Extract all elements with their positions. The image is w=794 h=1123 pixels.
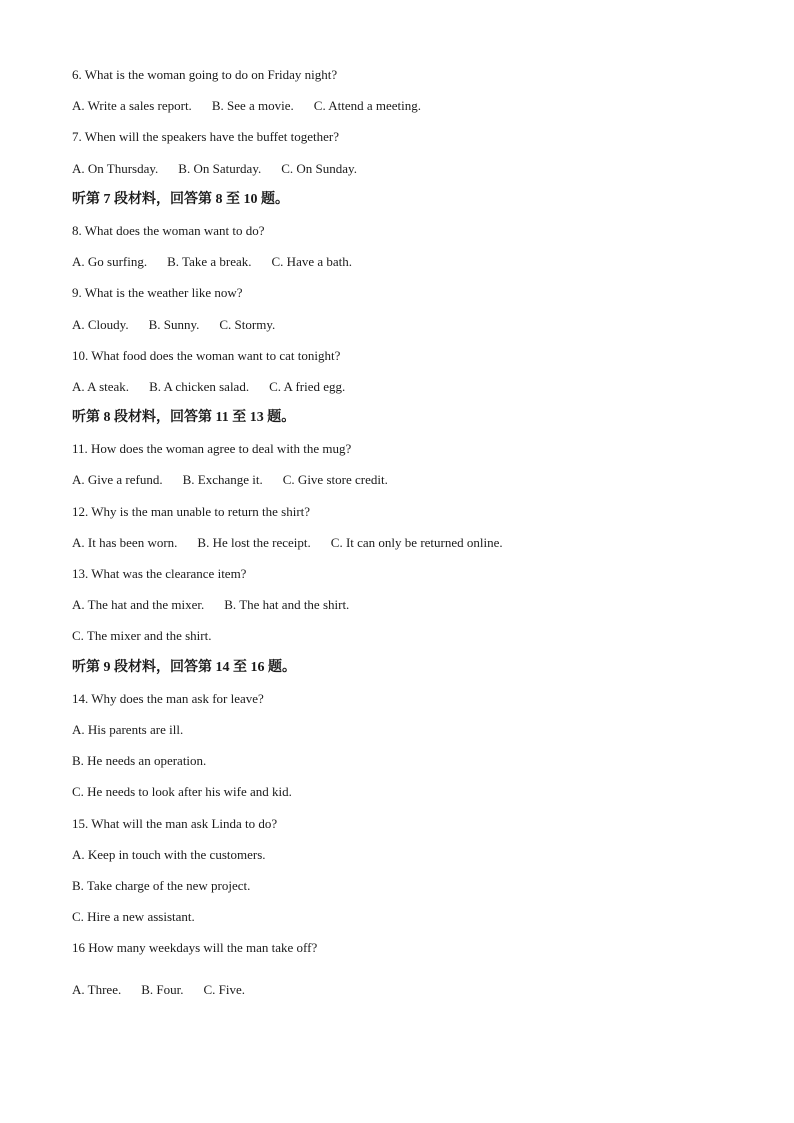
answer-option: A. Cloudy.	[72, 316, 129, 332]
answer-option: A. Go surfing.	[72, 254, 148, 270]
answer-option: A. It has been worn.	[72, 534, 178, 550]
section-heading: 听第 9 段材料，回答第 14 至 16 题。	[72, 659, 296, 675]
answer-option: A. Write a sales report.	[72, 98, 192, 114]
answer-option: B. On Saturday.	[178, 160, 262, 176]
answer-option: A. A steak.	[72, 378, 130, 394]
answer-options	[72, 95, 752, 126]
question-text: 11. How does the woman agree to deal with the mug?	[72, 441, 352, 457]
answer-option: A. On Thursday.	[72, 160, 159, 176]
question-text: 15. What will the man ask Linda to do?	[72, 815, 278, 831]
answer-option: B. See a movie.	[211, 98, 294, 114]
answer-option: C. It can only be returned online.	[330, 534, 503, 550]
answer-options	[72, 532, 752, 563]
answer-option: C. Five.	[203, 982, 246, 998]
answer-options	[72, 251, 752, 282]
section-heading: 听第 8 段材料，回答第 11 至 13 题。	[72, 410, 296, 426]
question-text: 13. What was the clearance item?	[72, 566, 247, 581]
answer-options	[72, 376, 752, 407]
question-text: C. Hire a new assistant.	[72, 909, 195, 925]
exam-page	[72, 64, 752, 1010]
question-text: 12. Why is the man unable to return the shirt?	[72, 503, 311, 519]
answer-option: B. The hat and the shirt.	[224, 597, 350, 613]
answer-options	[72, 158, 752, 189]
question-text: B. Take charge of the new project.	[72, 877, 251, 893]
answer-option: A. Three.	[72, 982, 122, 998]
answer-option: B. Four.	[141, 982, 184, 998]
answer-option: C. Attend a meeting.	[313, 98, 422, 114]
answer-options	[72, 314, 752, 345]
section-heading: 听第 7 段材料，回答第 8 至 10 题。	[72, 191, 289, 207]
answer-option: B. Exchange it.	[182, 472, 263, 488]
question-text: 6. What is the woman going to do on Friday night?	[72, 67, 338, 82]
answer-option: C. Stormy.	[219, 316, 276, 332]
question-text: A. Keep in touch with the customers.	[72, 846, 266, 862]
answer-option: A. The hat and the mixer.	[72, 597, 205, 613]
answer-option: C. Give store credit.	[282, 472, 388, 488]
answer-option: C. On Sunday.	[281, 160, 357, 176]
answer-option: C. A fried egg.	[269, 378, 346, 394]
answer-option: B. A chicken salad.	[149, 378, 250, 394]
question-text: C. He needs to look after his wife and kid.	[72, 784, 292, 800]
answer-option: B. Take a break.	[167, 254, 252, 270]
question-text: C. The mixer and the shirt.	[72, 628, 212, 644]
question-text: 8. What does the woman want to do?	[72, 222, 265, 238]
question-text: A. His parents are ill.	[72, 721, 184, 737]
answer-option: C. Have a bath.	[271, 254, 353, 270]
answer-options	[72, 469, 752, 500]
answer-option: B. Sunny.	[148, 316, 200, 332]
answer-option: B. He lost the receipt.	[197, 534, 311, 550]
answer-options	[72, 979, 752, 1010]
question-text: 10. What food does the woman want to cat tonight?	[72, 347, 341, 363]
answer-option: A. Give a refund.	[72, 472, 163, 488]
answer-options	[72, 594, 752, 625]
question-text: 7. When will the speakers have the buffet together?	[72, 129, 340, 145]
question-text: 16 How many weekdays will the man take off?	[72, 940, 318, 956]
question-text: 14. Why does the man ask for leave?	[72, 690, 264, 706]
question-text: B. He needs an operation.	[72, 753, 207, 769]
question-text: 9. What is the weather like now?	[72, 285, 243, 301]
